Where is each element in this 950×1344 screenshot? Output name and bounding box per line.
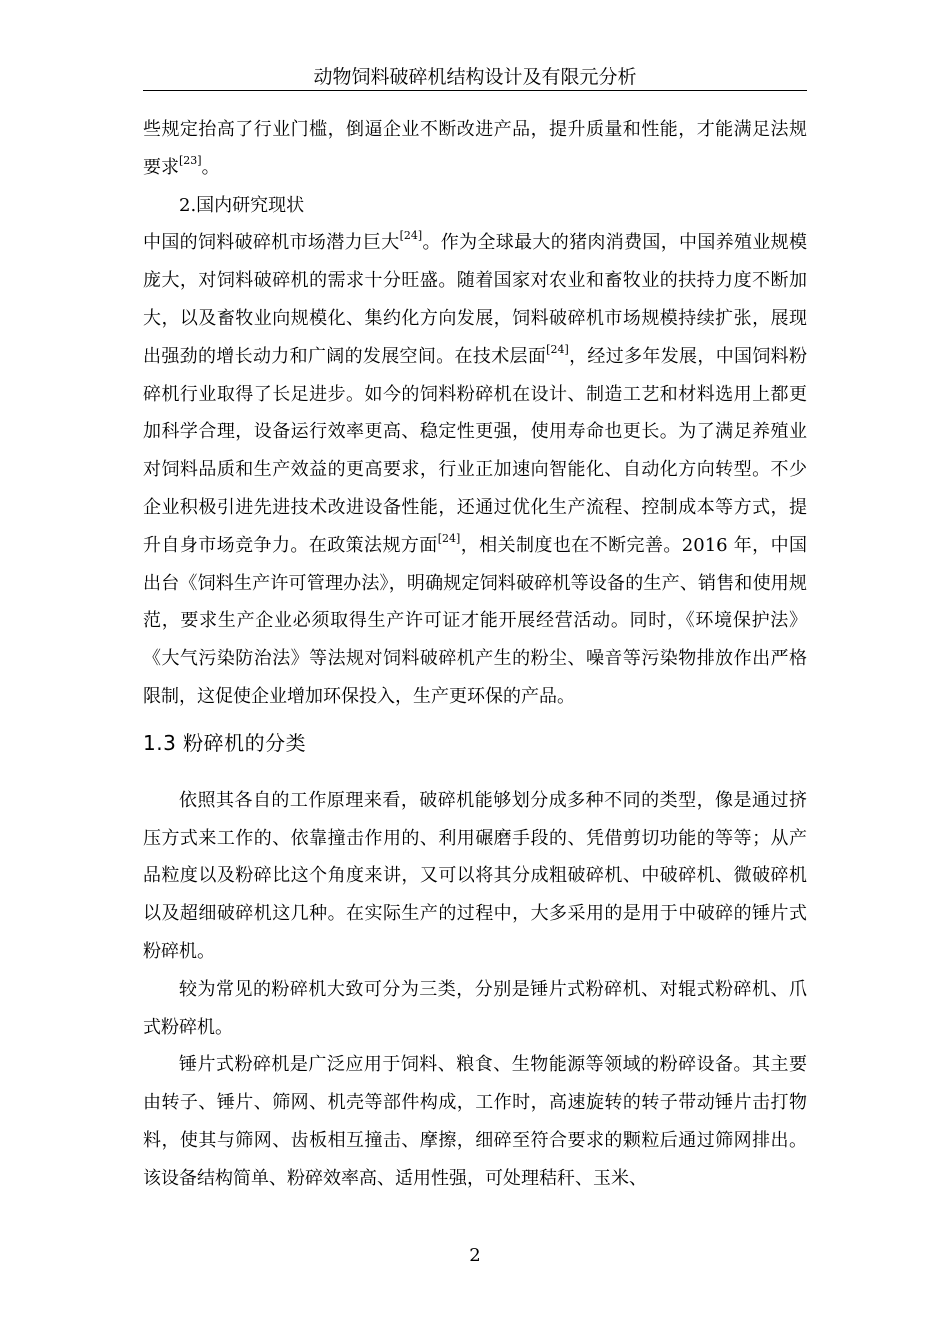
paragraph-text: 中国的饲料破碎机市场潜力巨大 <box>143 232 400 254</box>
paragraph-continued <box>143 111 807 187</box>
paragraph-text: 。作为全球最大的猪肉消费国，中国养殖业规模庞大，对饲料破碎机的需求十分旺盛。随着国家对农业和畜牧业的扶持力度不断加大，以及畜牧业向规模化、集约化方向发展，饲料破碎机市场规模持续扩张，展现出强劲的增长动力和广阔的发展空间。在技术层面 <box>143 232 807 367</box>
paragraph-domestic-research <box>143 224 807 715</box>
header-rule <box>143 90 807 91</box>
list-item-heading: 2.国内研究现状 <box>179 194 305 216</box>
paragraph-common-types: 较为常见的粉碎机大致可分为三类，分别是锤片式粉碎机、对辊式粉碎机、爪式粉碎机。 <box>143 978 807 1038</box>
citation: [24] <box>399 229 423 243</box>
citation: [24] <box>437 531 461 545</box>
running-header: 动物饲料破碎机结构设计及有限元分析 <box>313 66 637 88</box>
paragraph-text: 些规定抬高了行业门槛，倒逼企业不断改进产品，提升质量和性能，才能满足法规要求 <box>143 119 807 178</box>
citation: [23] <box>179 153 202 167</box>
paragraph-text: ，相关制度也在不断完善。2016 年，中国出台《饲料生产许可管理办法》，明确规定饲料破碎机等设备的生产、销售和使用规范，要求生产企业必须取得生产许可证才能开展经营活动。同时，《环境保护法》《大气污染防治法》等法规对饲料破碎机产生的粉尘、噪音等污染物排放作出严格限制，这促使企业增加环保投入，生产更环保的产品。 <box>143 534 808 707</box>
section-heading: 1.3 粉碎机的分类 <box>143 730 307 755</box>
paragraph-classification: 依照其各自的工作原理来看，破碎机能够划分成多种不同的类型，像是通过挤压方式来工作的、依靠撞击作用的、利用碾磨手段的、凭借剪切功能的等等；从产品粒度以及粉碎比这个角度来讲，又可以将其分成粗破碎机、中破碎机、微破碎机以及超细破碎机这几种。在实际生产的过程中，大多采用的是用于中破碎的锤片式粉碎机。 <box>143 789 807 962</box>
paragraph-hammer-mill: 锤片式粉碎机是广泛应用于饲料、粮食、生物能源等领域的粉碎设备。其主要由转子、锤片、筛网、机壳等部件构成，工作时，高速旋转的转子带动锤片击打物料，使其与筛网、齿板相互撞击、摩擦，细碎至符合要求的颗粒后通过筛网排出。该设备结构简单、粉碎效率高、适用性强，可处理秸秆、玉米、 <box>143 1054 807 1189</box>
page-number: 2 <box>469 1245 481 1266</box>
page-body <box>143 111 807 1198</box>
citation: [24] <box>546 342 569 356</box>
paragraph-text: ，经过多年发展，中国饲料粉碎机行业取得了长足进步。如今的饲料粉碎机在设计、制造工艺和材料选用上都更加科学合理，设备运行效率更高、稳定性更强，使用寿命也更长。为了满足养殖业对饲料品质和生产效益的更高要求，行业正加速向智能化、自动化方向转型。不少企业积极引进先进技术改进设备性能，还通过优化生产流程、控制成本等方式，提升自身市场竞争力。在政策法规方面 <box>143 345 808 556</box>
paragraph-text: 。 <box>201 156 220 178</box>
